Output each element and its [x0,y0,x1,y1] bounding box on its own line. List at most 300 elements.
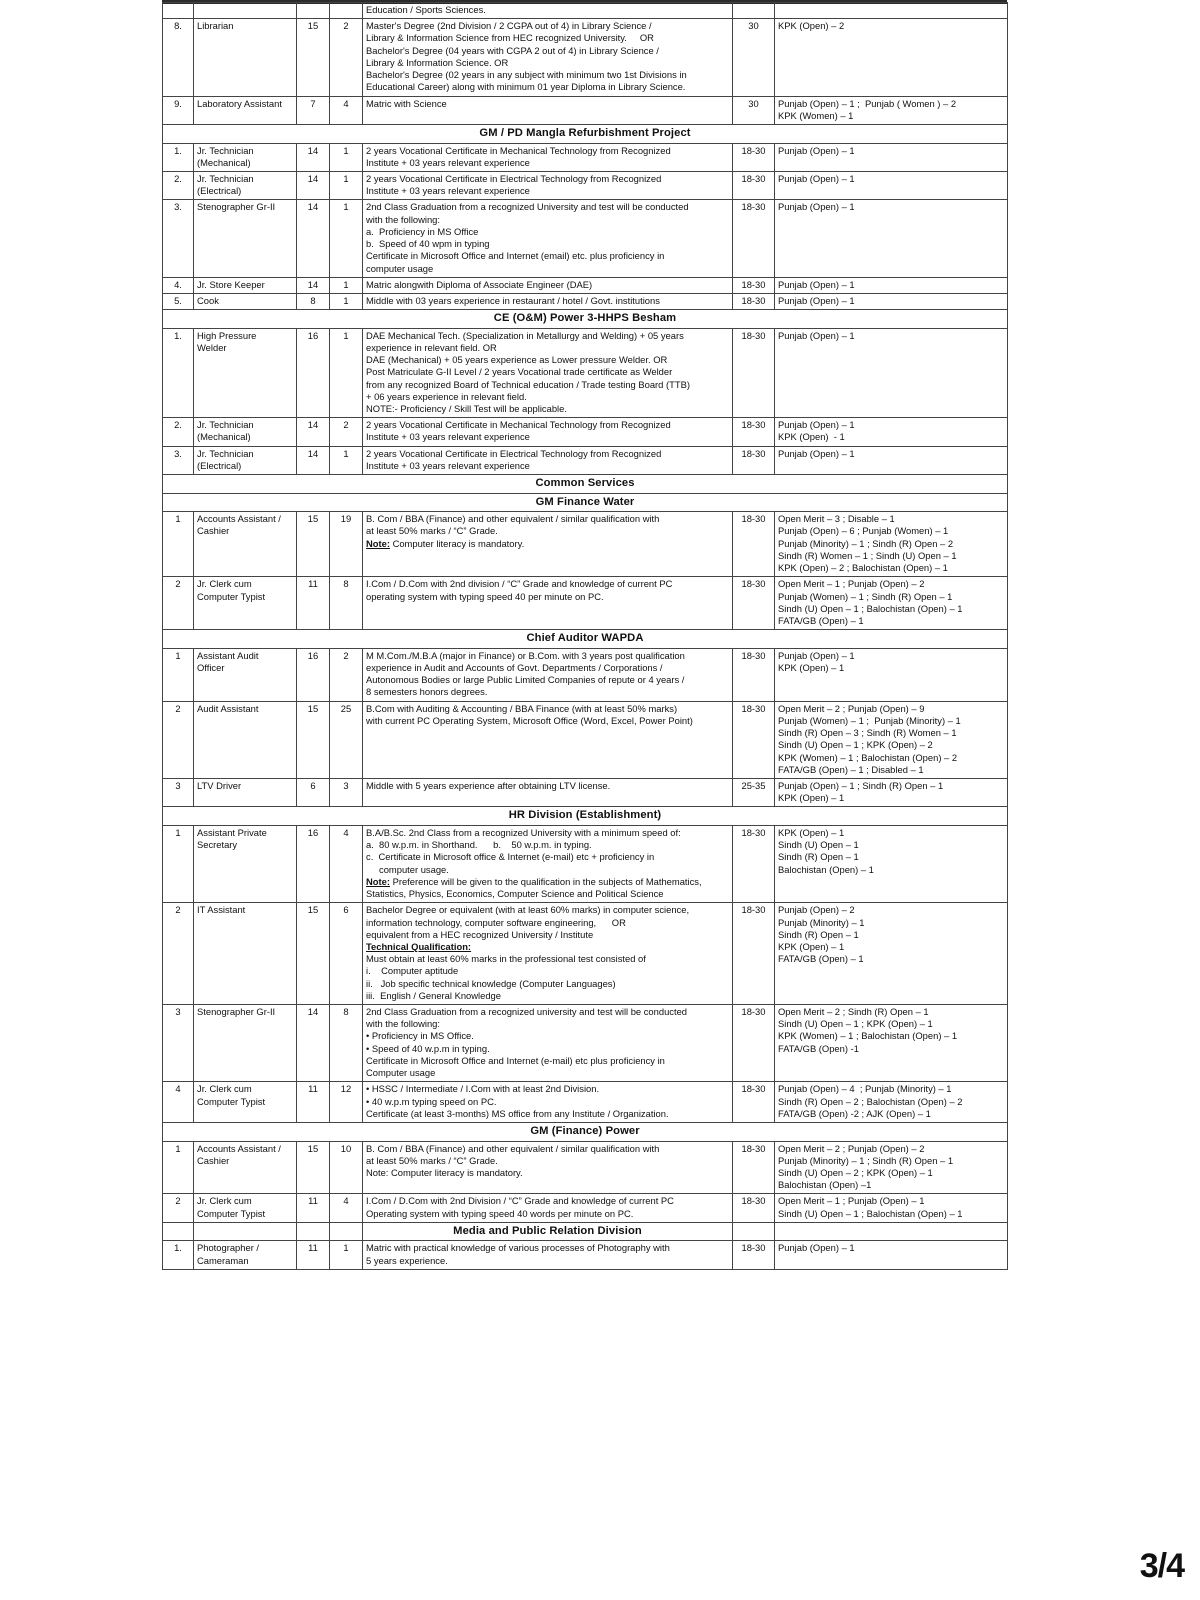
post-name-line: Computer Typist [197,1095,266,1107]
quota-line: Punjab (Minority) – 1 [778,916,865,928]
quota-line: Punjab (Open) – 1 ; Punjab ( Women ) – 2 [778,97,957,109]
cell-no-of-posts: 2 [330,418,363,446]
qualification-line: Institute + 03 years relevant experience [366,156,530,168]
quota-line: Open Merit – 2 ; Punjab (Open) – 9 [778,702,925,714]
quota-line: KPK (Women) – 1 ; Balochistan (Open) – 1 [778,1030,958,1042]
section-title: GM (Finance) Power [163,1123,1008,1142]
table-row [163,143,1008,171]
quota-line: Balochistan (Open) –1 [778,1179,872,1191]
qualification-line: ii. Job specific technical knowledge (Computer Languages) [366,977,616,989]
quota-line: Sindh (U) Open – 1 ; KPK (Open) – 1 [778,1018,933,1030]
table-row [163,328,1008,418]
qualification-line: Middle with 5 years experience after obtaining LTV license. [366,779,611,791]
cell-age-limit: 18-30 [733,648,775,701]
quota-line: Punjab (Open) – 1 [778,419,855,431]
qualification-line: Library & Information Science. OR [366,56,509,68]
section-pad [733,1222,775,1241]
table-row [163,648,1008,701]
cell-bps: 16 [297,648,330,701]
qualification-line: Middle with 03 years experience in restaurant / hotel / Govt. institutions [366,294,660,306]
cell-serial: 1 [163,825,194,902]
cell-bps: 11 [297,1241,330,1269]
cell-post-name [194,825,297,902]
cell-serial: 2 [163,1194,194,1222]
cell-post-name [194,328,297,418]
cell-age-limit: 18-30 [733,143,775,171]
post-name-line: Computer Typist [197,1207,266,1219]
quota-line: Sindh (R) Open – 3 ; Sindh (R) Women – 1 [778,727,957,739]
cell-no-of-posts: 25 [330,701,363,778]
cell-bps: 14 [297,200,330,277]
qualification-line: B.A/B.Sc. 2nd Class from a recognized University with a minimum speed of: [366,826,681,838]
post-name-line: Jr. Store Keeper [197,278,265,290]
cell-post-name [194,293,297,309]
cell-bps: 16 [297,825,330,902]
quota-line: FATA/GB (Open) – 1 ; Disabled – 1 [778,763,924,775]
qualification-line: B.Com with Auditing & Accounting / BBA Finance (with at least 50% marks) [366,702,678,714]
qualification-line: Bachelor's Degree (04 years with CGPA 2 out of 4) in Library Science / [366,44,659,56]
table-row-continued [163,3,1008,19]
cell-serial: 1 [163,648,194,701]
post-name-line: Audit Assistant [197,702,259,714]
cell-no-of-posts: 8 [330,577,363,630]
quota-line: Sindh (R) Open – 1 [778,851,859,863]
cell-no-of-posts: 1 [330,328,363,418]
cell-quota [775,903,1008,1005]
cell-age-limit: 18-30 [733,446,775,474]
cell-quota [775,3,1008,19]
cell-qualification [363,143,733,171]
section-title: Media and Public Relation Division [363,1222,733,1241]
cell-no-of-posts [330,3,363,19]
qualification-line: 2nd Class Graduation from a recognized university and test will be conducted [366,1006,688,1018]
section-pad [775,1222,1008,1241]
table-row [163,577,1008,630]
cell-bps: 14 [297,171,330,199]
cell-bps [297,3,330,19]
qualification-line: Matric with practical knowledge of various processes of Photography with [366,1242,670,1254]
table-row [163,96,1008,124]
cell-no-of-posts: 10 [330,1141,363,1194]
cell-quota [775,1005,1008,1082]
cell-qualification [363,328,733,418]
cell-qualification [363,277,733,293]
cell-serial: 2. [163,171,194,199]
cell-no-of-posts: 1 [330,171,363,199]
table-row [163,1141,1008,1194]
quota-line: Sindh (U) Open – 1 ; Balochistan (Open) – 1 [778,602,963,614]
quota-line: Punjab (Open) – 1 [778,649,855,661]
post-name-line: Assistant Audit [197,649,259,661]
cell-post-name [194,648,297,701]
quota-line: Sindh (U) Open – 1 ; KPK (Open) – 2 [778,739,933,751]
quota-line: Open Merit – 1 ; Punjab (Open) – 2 [778,578,925,590]
qualification-line: 8 semesters honors degrees. [366,686,488,698]
section-title: Common Services [163,475,1008,494]
cell-bps: 15 [297,1141,330,1194]
qualification-line: Institute + 03 years relevant experience [366,459,530,471]
cell-post-name [194,1194,297,1222]
cell-age-limit: 18-30 [733,200,775,277]
quota-line: FATA/GB (Open) – 1 [778,615,864,626]
cell-qualification [363,1005,733,1082]
qualification-note: Note: Preference will be given to the qualification in the subjects of Mathematics, Statistics, Physics, Economics, Computer Science and Political Science [366,875,702,900]
cell-bps: 8 [297,293,330,309]
post-name-line: Cashier [197,525,230,537]
table-row [163,19,1008,96]
post-name-line: Jr. Clerk cum [197,578,252,590]
qualification-line: 2 years Vocational Certificate in Mechanical Technology from Recognized [366,419,671,431]
cell-quota [775,418,1008,446]
qualification-line: a. 80 w.p.m. in Shorthand. b. 50 w.p.m. in typing. [366,839,592,851]
post-name-line: Accounts Assistant / [197,1142,281,1154]
cell-age-limit: 18-30 [733,577,775,630]
quota-line: Punjab (Open) – 1 [778,172,855,184]
cell-qualification [363,512,733,577]
cell-post-name [194,143,297,171]
table-row [163,1005,1008,1082]
table-row [163,1194,1008,1222]
quota-line: Open Merit – 1 ; Punjab (Open) – 1 [778,1195,925,1207]
cell-quota [775,1082,1008,1123]
qualification-subheading: Technical Qualification: [366,940,472,952]
cell-serial: 2 [163,701,194,778]
cell-quota [775,1241,1008,1269]
cell-serial [163,3,194,19]
cell-no-of-posts: 1 [330,446,363,474]
post-name-line: Librarian [197,20,234,32]
qualification-line: NOTE:- Proficiency / Skill Test will be applicable. [366,403,567,415]
qualification-bullet: • Proficiency in MS Office. [366,1030,729,1042]
cell-post-name [194,1082,297,1123]
cell-qualification [363,293,733,309]
cell-post-name [194,1241,297,1269]
cell-qualification [363,1241,733,1269]
qualification-line: 5 years experience. [366,1254,448,1266]
table-row [163,903,1008,1005]
cell-post-name [194,903,297,1005]
cell-serial: 1. [163,143,194,171]
section-pad [194,1222,297,1241]
post-name-line: Stenographer Gr-II [197,1006,276,1018]
quota-line: Punjab (Open) – 1 [778,294,855,306]
qualification-line: 2 years Vocational Certificate in Electrical Technology from Recognized [366,172,662,184]
cell-qualification [363,1082,733,1123]
qualification-line: 2 years Vocational Certificate in Mechanical Technology from Recognized [366,144,671,156]
cell-age-limit: 18-30 [733,1141,775,1194]
cell-serial: 1 [163,512,194,577]
quota-line: Punjab (Open) – 1 [778,201,855,213]
cell-no-of-posts: 2 [330,19,363,96]
quota-line: Sindh (U) Open – 2 ; KPK (Open) – 1 [778,1167,933,1178]
cell-no-of-posts: 6 [330,903,363,1005]
qualification-line: Library & Information Science from HEC recognized University. OR [366,32,654,44]
section-pad [297,1222,330,1241]
qualification-line: 2nd Class Graduation from a recognized University and test will be conducted [366,201,689,213]
qualification-line: Matric with Science [366,97,447,109]
quota-line: KPK (Women) – 1 [778,109,854,121]
quota-line: Punjab (Open) – 1 [778,447,855,459]
cell-post-name [194,171,297,199]
table-row [163,825,1008,902]
post-name-line: Welder [197,341,227,353]
qualification-line: iii. English / General Knowledge [366,989,501,1001]
qualification-bullet: • HSSC / Intermediate / I.Com with at least 2nd Division. [366,1083,729,1095]
cell-age-limit: 18-30 [733,1005,775,1082]
cell-bps: 16 [297,328,330,418]
cell-serial: 1. [163,1241,194,1269]
cell-bps: 15 [297,512,330,577]
table-row [163,512,1008,577]
cell-no-of-posts: 19 [330,512,363,577]
quota-line: Punjab (Open) – 6 ; Punjab (Women) – 1 [778,525,949,537]
quota-line: KPK (Open) – 2 [778,20,845,32]
cell-age-limit: 18-30 [733,1241,775,1269]
cell-age-limit: 18-30 [733,512,775,577]
cell-bps: 11 [297,577,330,630]
cell-serial: 2 [163,903,194,1005]
post-name-line: Jr. Clerk cum [197,1083,252,1095]
cell-serial: 4 [163,1082,194,1123]
quota-line: Punjab (Open) – 1 [778,144,855,156]
cell-bps: 15 [297,701,330,778]
quota-line: KPK (Open) – 2 ; Balochistan (Open) – 1 [778,562,948,574]
quota-line: KPK (Open) – 1 [778,792,845,804]
cell-serial: 3. [163,200,194,277]
cell-age-limit: 30 [733,96,775,124]
cell-no-of-posts: 1 [330,277,363,293]
qualification-line: at least 50% marks / “C” Grade. [366,1154,498,1166]
qualification-line: 2 years Vocational Certificate in Electrical Technology from Recognized [366,447,662,459]
cell-serial: 4. [163,277,194,293]
cell-no-of-posts: 2 [330,648,363,701]
cell-no-of-posts: 4 [330,96,363,124]
cell-age-limit: 18-30 [733,293,775,309]
qualification-line: with the following: [366,213,440,225]
cell-quota [775,293,1008,309]
cell-age-limit: 18-30 [733,1194,775,1222]
qualification-bullet: • Speed of 40 w.p.m in typing. [366,1043,729,1055]
post-name-line: LTV Driver [197,779,242,791]
cell-serial: 3 [163,1005,194,1082]
post-name-line: Cameraman [197,1254,249,1266]
page-number: 3/4 [1139,1547,1184,1585]
cell-age-limit: 18-30 [733,277,775,293]
qualification-line: computer usage. [366,863,449,875]
qualification-line: b. Speed of 40 wpm in typing [366,238,490,250]
cell-quota [775,512,1008,577]
cell-age-limit [733,3,775,19]
qualification-line: experience in Audit and Accounts of Govt. Departments / Corporations / [366,662,663,673]
cell-bps: 14 [297,143,330,171]
table-row [163,418,1008,446]
cell-age-limit: 18-30 [733,328,775,418]
cell-serial: 8. [163,19,194,96]
cell-no-of-posts: 4 [330,825,363,902]
quota-line: Open Merit – 3 ; Disable – 1 [778,513,895,525]
cell-age-limit: 25-35 [733,778,775,806]
section-header-row [163,1222,1008,1241]
cell-bps: 15 [297,19,330,96]
cell-serial: 2 [163,577,194,630]
cell-qualification [363,903,733,1005]
qualification-line: Master's Degree (2nd Division / 2 CGPA out of 4) in Library Science / [366,20,652,32]
qualification-line: B. Com / BBA (Finance) and other equivalent / similar qualification with [366,1142,660,1154]
cell-post-name [194,512,297,577]
section-title: CE (O&M) Power 3-HHPS Besham [163,310,1008,329]
section-title: GM Finance Water [163,493,1008,512]
cell-serial: 1 [163,1141,194,1194]
cell-qualification [363,825,733,902]
cell-bps: 6 [297,778,330,806]
quota-line: Sindh (R) Open – 1 [778,928,859,940]
post-name-line: (Electrical) [197,185,242,197]
qualification-line: + 06 years experience in relevant field. [366,390,527,402]
cell-age-limit: 18-30 [733,825,775,902]
post-name-line: Accounts Assistant / [197,513,281,525]
qualification-line: I.Com / D.Com with 2nd Division / “C” Grade and knowledge of current PC [366,1195,674,1207]
cell-qualification [363,577,733,630]
post-name-line: Cook [197,294,219,306]
quota-line: Punjab (Open) – 2 [778,904,855,916]
qualification-line: at least 50% marks / “C” Grade. [366,525,498,537]
qualification-line: Note: Computer literacy is mandatory. [366,1167,523,1178]
cell-qualification [363,446,733,474]
section-header-row [163,124,1008,143]
qualification-line: with the following: [366,1018,440,1030]
cell-quota [775,701,1008,778]
post-name-line: Laboratory Assistant [197,97,282,109]
cell-quota [775,778,1008,806]
post-name-line: (Mechanical) [197,431,251,443]
quota-line: Punjab (Minority) – 1 ; Sindh (R) Open – 2 [778,537,954,549]
cell-quota [775,277,1008,293]
table-row [163,778,1008,806]
quota-line: Punjab (Open) – 4 ; Punjab (Minority) – 1 [778,1083,952,1095]
qualification-line: Institute + 03 years relevant experience [366,431,530,443]
quota-line: Open Merit – 2 ; Sindh (R) Open – 1 [778,1006,929,1018]
post-name-line: Assistant Private [197,826,267,838]
quota-line: Punjab (Open) – 1 [778,329,855,341]
post-name-line: (Electrical) [197,459,242,471]
cell-bps: 11 [297,1082,330,1123]
cell-quota [775,171,1008,199]
cell-qualification [363,200,733,277]
qualification-line: from any recognized Board of Technical education / Trade testing Board (TTB) [366,378,690,390]
recruitment-table [162,2,1008,1270]
cell-quota [775,143,1008,171]
cell-post-name [194,96,297,124]
section-header-row [163,310,1008,329]
table-row [163,277,1008,293]
post-name-line: Jr. Technician [197,144,254,156]
cell-post-name [194,1141,297,1194]
cell-post-name [194,200,297,277]
cell-serial: 3 [163,778,194,806]
quota-line: FATA/GB (Open) -2 ; AJK (Open) – 1 [778,1107,931,1119]
section-header-row [163,493,1008,512]
qualification-line: Educational Career) along with minimum 01 year Diploma in Library Science. [366,81,686,93]
cell-post-name [194,277,297,293]
cell-no-of-posts: 4 [330,1194,363,1222]
cell-age-limit: 30 [733,19,775,96]
cell-qualification [363,778,733,806]
qualification-line: experience in relevant field. OR [366,341,497,353]
cell-bps: 11 [297,1194,330,1222]
cell-quota [775,446,1008,474]
cell-quota [775,328,1008,418]
quota-line: KPK (Open) – 1 [778,940,845,952]
post-name-line: Photographer / [197,1242,260,1254]
qualification-bullet: • 40 w.p.m typing speed on PC. [366,1096,729,1108]
quota-line: FATA/GB (Open) -1 [778,1042,859,1054]
post-name-line: Jr. Technician [197,172,254,184]
cell-age-limit: 18-30 [733,171,775,199]
post-name-line: Cashier [197,1154,230,1166]
qualification-line: Bachelor's Degree (02 years in any subject with minimum two 1st Divisions in [366,69,687,81]
qualification-line: I.Com / D.Com with 2nd division / “C” Grade and knowledge of current PC [366,578,673,590]
cell-post-name [194,19,297,96]
cell-bps: 15 [297,903,330,1005]
post-name-line: Jr. Clerk cum [197,1195,252,1207]
section-title: Chief Auditor WAPDA [163,630,1008,649]
post-name-line: IT Assistant [197,904,246,916]
cell-qualification [363,1141,733,1194]
quota-line: Open Merit – 2 ; Punjab (Open) – 2 [778,1142,925,1154]
cell-no-of-posts: 1 [330,200,363,277]
qualification-line: Certificate (at least 3-months) MS office from any Institute / Organization. [366,1107,669,1119]
table-row [163,446,1008,474]
qualification-line: a. Proficiency in MS Office [366,225,479,237]
quota-line: KPK (Open) – 1 [778,662,845,673]
section-header-row [163,630,1008,649]
cell-no-of-posts: 1 [330,293,363,309]
quota-line: FATA/GB (Open) – 1 [778,953,864,965]
cell-post-name [194,3,297,19]
cell-serial: 3. [163,446,194,474]
quota-line: Sindh (U) Open – 1 [778,839,859,851]
post-name-line: Computer Typist [197,590,266,602]
cell-age-limit: 18-30 [733,701,775,778]
cell-qualification [363,19,733,96]
cell-post-name [194,577,297,630]
cell-qualification [363,171,733,199]
quota-line: KPK (Open) - 1 [778,431,845,443]
qualification-line: i. Computer aptitude [366,965,459,977]
qualification-line: M M.Com./M.B.A (major in Finance) or B.Com. with 3 years post qualification [366,649,685,661]
cell-quota [775,1141,1008,1194]
cell-no-of-posts: 8 [330,1005,363,1082]
section-header-row [163,1123,1008,1142]
cell-qualification [363,701,733,778]
qualification-line: equivalent from a HEC recognized University / Institute [366,928,594,940]
quota-line: Punjab (Minority) – 1 ; Sindh (R) Open – 1 [778,1154,954,1166]
qualification-line: Institute + 03 years relevant experience [366,185,530,197]
qualification-line: B. Com / BBA (Finance) and other equivalent / similar qualification with [366,513,660,525]
cell-bps: 7 [297,96,330,124]
cell-post-name [194,446,297,474]
qualification-line: Computer usage [366,1067,436,1079]
cell-age-limit: 18-30 [733,903,775,1005]
post-name-line: Secretary [197,839,238,851]
post-name-line: Jr. Technician [197,419,254,431]
qualification-line: information technology, computer software engineering, OR [366,916,626,928]
section-header-row [163,475,1008,494]
table-row [163,701,1008,778]
cell-serial: 5. [163,293,194,309]
cell-quota [775,1194,1008,1222]
section-pad [330,1222,363,1241]
